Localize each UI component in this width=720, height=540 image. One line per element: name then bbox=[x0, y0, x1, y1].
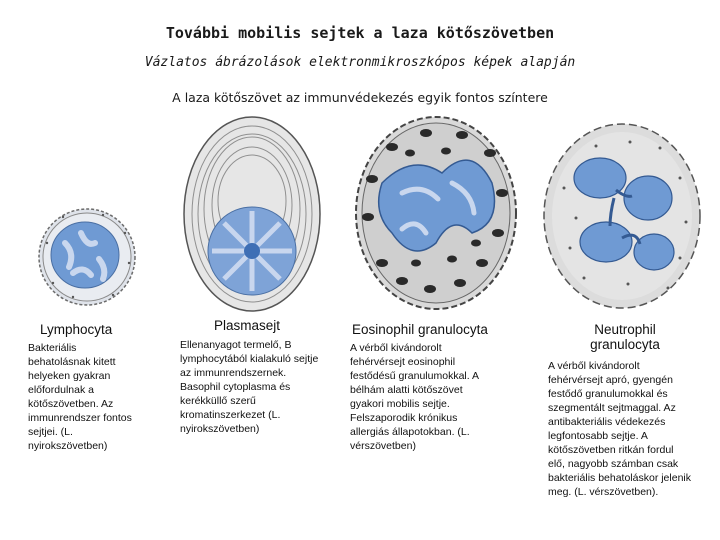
cell-description-plasma-cell: Ellenanyagot termelő, B lymphocytából kialakuló sejtje az immunrendszernek. Basophil cytoplasma és kerékküllő szerű kromatinszerkezet (L. nyirokszövetben) bbox=[180, 339, 319, 435]
cell-name-neutrophil: Neutrophil granulocyta bbox=[590, 322, 660, 352]
cell-name-plasma-cell: Plasmasejt bbox=[214, 318, 281, 333]
cell-description-lymphocyte: Bakteriális behatolásnak kitett helyeken gyakran előfordulnak a kötőszövetben. Az immunrendszer fontos sejtjei. (L. nyirokszövetben) bbox=[28, 342, 132, 452]
cell-name-lymphocyte: Lymphocyta bbox=[40, 322, 113, 337]
eosinophil-illustration bbox=[352, 113, 520, 313]
lymphocyte-illustration bbox=[33, 203, 141, 311]
plasma-cell-illustration bbox=[180, 113, 325, 316]
page-tagline: A laza kötőszövet az immunvédekezés egyik fontos színtere bbox=[172, 90, 548, 105]
page-subtitle: Vázlatos ábrázolások elektronmikroszkópos képek alapján bbox=[144, 55, 576, 70]
cell-description-neutrophil: A vérből kivándorolt fehérvérsejt apró, gyengén festődő granulumokkal és szegmentált sejtmaggal. Az antibakteriális védekezés legfontosabb sejtje. A kötőszövetben ritkán fordul elő, nagyobb számban csak bakteriális behatoláskor jelenik meg. (L. vérszövetben). bbox=[548, 360, 691, 498]
cell-name-eosinophil: Eosinophil granulocyta bbox=[352, 322, 488, 337]
page-title: További mobilis sejtek a laza kötőszövetben bbox=[165, 24, 555, 42]
cell-description-eosinophil: A vérből kivándorolt fehérvérsejt eosinophil festődésű granulumokkal. A bélhám alatti kötőszövet gyakori mobilis sejtje. Felszaporodik krónikus allergiás állapotokban. (L. vérszövetben) bbox=[350, 342, 479, 452]
neutrophil-illustration bbox=[540, 118, 705, 313]
